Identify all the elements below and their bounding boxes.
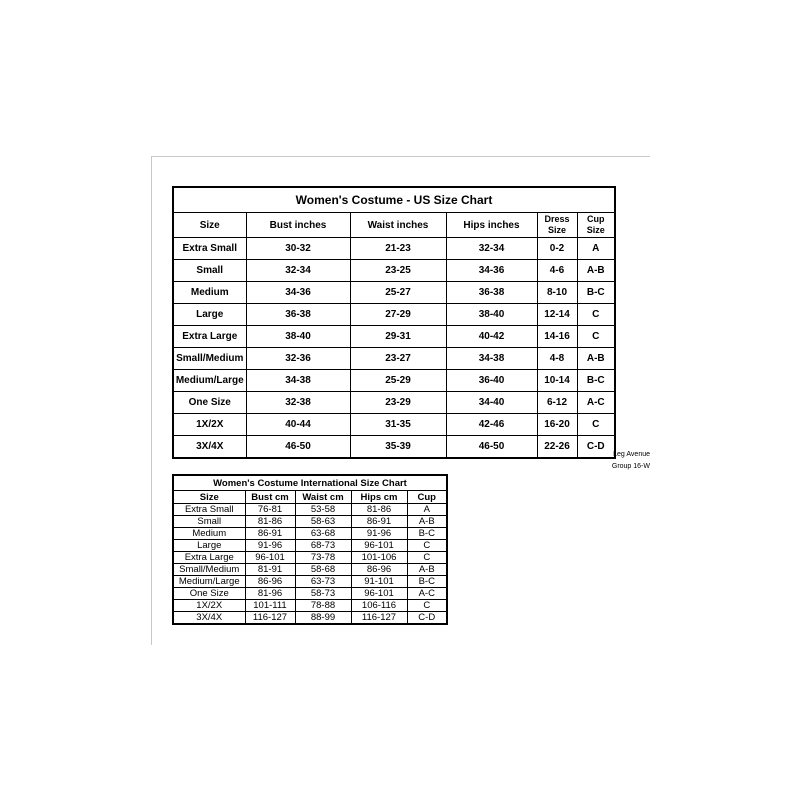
us-cell-size: 1X/2X xyxy=(173,414,246,436)
intl-cell-cup: A-B xyxy=(407,516,447,528)
intl-header-waist: Waist cm xyxy=(295,491,351,504)
frame-left-line xyxy=(151,156,152,645)
us-cell-cup: A xyxy=(577,238,615,260)
intl-cell-size: Small/Medium xyxy=(173,564,245,576)
us-cell-dress: 4-8 xyxy=(537,348,577,370)
intl-cell-cup: A-C xyxy=(407,588,447,600)
us-cell-hips: 36-40 xyxy=(446,370,537,392)
intl-cell-waist: 78-88 xyxy=(295,600,351,612)
us-cell-bust: 38-40 xyxy=(246,326,350,348)
intl-cell-hips: 101-106 xyxy=(351,552,407,564)
us-cell-dress: 14-16 xyxy=(537,326,577,348)
us-cell-waist: 23-29 xyxy=(350,392,446,414)
intl-cell-waist: 53-58 xyxy=(295,504,351,516)
intl-cell-hips: 86-91 xyxy=(351,516,407,528)
us-cell-cup: C xyxy=(577,326,615,348)
us-cell-waist: 25-27 xyxy=(350,282,446,304)
us-cell-size: Small xyxy=(173,260,246,282)
international-size-chart-table xyxy=(172,474,448,625)
us-cell-size: Small/Medium xyxy=(173,348,246,370)
us-cell-hips: 40-42 xyxy=(446,326,537,348)
us-cell-size: 3X/4X xyxy=(173,436,246,459)
intl-cell-hips: 91-96 xyxy=(351,528,407,540)
us-chart-title-row xyxy=(173,187,615,213)
group-note: Group 16-W xyxy=(611,463,650,470)
us-cell-dress: 6-12 xyxy=(537,392,577,414)
intl-cell-waist: 63-68 xyxy=(295,528,351,540)
us-chart-title: Women's Costume - US Size Chart xyxy=(173,187,615,213)
us-header-waist: Waist inches xyxy=(350,213,446,238)
intl-header-hips: Hips cm xyxy=(351,491,407,504)
intl-table-row xyxy=(173,564,447,576)
intl-cell-bust: 96-101 xyxy=(245,552,295,564)
intl-cell-waist: 63-73 xyxy=(295,576,351,588)
intl-cell-hips: 96-101 xyxy=(351,588,407,600)
us-cell-dress: 4-6 xyxy=(537,260,577,282)
us-cell-waist: 35-39 xyxy=(350,436,446,459)
us-cell-bust: 40-44 xyxy=(246,414,350,436)
intl-table-row xyxy=(173,504,447,516)
us-cell-waist: 27-29 xyxy=(350,304,446,326)
intl-cell-hips: 116-127 xyxy=(351,612,407,625)
intl-cell-waist: 68-73 xyxy=(295,540,351,552)
intl-table-row xyxy=(173,528,447,540)
intl-cell-hips: 96-101 xyxy=(351,540,407,552)
us-table-row xyxy=(173,238,615,260)
intl-cell-bust: 76-81 xyxy=(245,504,295,516)
intl-table-row xyxy=(173,552,447,564)
us-cell-cup: A-B xyxy=(577,260,615,282)
us-cell-bust: 34-36 xyxy=(246,282,350,304)
us-cell-bust: 36-38 xyxy=(246,304,350,326)
us-header-size: Size xyxy=(173,213,246,238)
us-cell-bust: 32-36 xyxy=(246,348,350,370)
intl-cell-bust: 81-86 xyxy=(245,516,295,528)
us-cell-dress: 10-14 xyxy=(537,370,577,392)
us-cell-bust: 32-34 xyxy=(246,260,350,282)
intl-cell-size: Extra Small xyxy=(173,504,245,516)
intl-cell-waist: 58-63 xyxy=(295,516,351,528)
intl-header-bust: Bust cm xyxy=(245,491,295,504)
us-header-hips: Hips inches xyxy=(446,213,537,238)
intl-cell-size: Large xyxy=(173,540,245,552)
us-cell-bust: 32-38 xyxy=(246,392,350,414)
us-cell-hips: 42-46 xyxy=(446,414,537,436)
us-cell-hips: 34-38 xyxy=(446,348,537,370)
us-table-row xyxy=(173,414,615,436)
intl-cell-size: 1X/2X xyxy=(173,600,245,612)
us-cell-cup: B-C xyxy=(577,370,615,392)
us-table-row xyxy=(173,326,615,348)
intl-table-row xyxy=(173,516,447,528)
us-cell-size: One Size xyxy=(173,392,246,414)
intl-header-cup: Cup xyxy=(407,491,447,504)
intl-cell-cup: C-D xyxy=(407,612,447,625)
intl-cell-bust: 81-91 xyxy=(245,564,295,576)
intl-cell-cup: C xyxy=(407,600,447,612)
us-cell-cup: C xyxy=(577,304,615,326)
intl-cell-bust: 116-127 xyxy=(245,612,295,625)
intl-cell-bust: 101-111 xyxy=(245,600,295,612)
intl-cell-size: One Size xyxy=(173,588,245,600)
us-cell-waist: 23-25 xyxy=(350,260,446,282)
us-cell-size: Extra Small xyxy=(173,238,246,260)
intl-table-row xyxy=(173,600,447,612)
intl-cell-size: 3X/4X xyxy=(173,612,245,625)
intl-cell-hips: 91-101 xyxy=(351,576,407,588)
intl-cell-cup: A xyxy=(407,504,447,516)
us-cell-waist: 29-31 xyxy=(350,326,446,348)
us-cell-bust: 46-50 xyxy=(246,436,350,459)
us-cell-dress: 22-26 xyxy=(537,436,577,459)
intl-header-size: Size xyxy=(173,491,245,504)
us-cell-cup: A-C xyxy=(577,392,615,414)
brand-note: Leg Avenue xyxy=(613,451,650,458)
intl-cell-bust: 86-91 xyxy=(245,528,295,540)
intl-cell-cup: B-C xyxy=(407,528,447,540)
us-cell-cup: B-C xyxy=(577,282,615,304)
us-table-row xyxy=(173,348,615,370)
us-table-row xyxy=(173,260,615,282)
intl-cell-hips: 106-116 xyxy=(351,600,407,612)
us-table-row xyxy=(173,370,615,392)
intl-cell-cup: B-C xyxy=(407,576,447,588)
intl-cell-waist: 73-78 xyxy=(295,552,351,564)
us-cell-size: Medium xyxy=(173,282,246,304)
us-cell-dress: 16-20 xyxy=(537,414,577,436)
intl-chart-title: Women's Costume International Size Chart xyxy=(173,475,447,491)
intl-chart-header-row xyxy=(173,491,447,504)
us-cell-hips: 32-34 xyxy=(446,238,537,260)
intl-cell-bust: 91-96 xyxy=(245,540,295,552)
us-cell-hips: 38-40 xyxy=(446,304,537,326)
intl-cell-cup: A-B xyxy=(407,564,447,576)
us-cell-waist: 23-27 xyxy=(350,348,446,370)
intl-cell-hips: 86-96 xyxy=(351,564,407,576)
intl-table-row xyxy=(173,540,447,552)
us-cell-dress: 0-2 xyxy=(537,238,577,260)
us-cell-size: Extra Large xyxy=(173,326,246,348)
us-cell-hips: 34-40 xyxy=(446,392,537,414)
us-cell-hips: 46-50 xyxy=(446,436,537,459)
us-cell-cup: C xyxy=(577,414,615,436)
intl-table-row xyxy=(173,588,447,600)
intl-cell-bust: 86-96 xyxy=(245,576,295,588)
intl-cell-waist: 58-68 xyxy=(295,564,351,576)
intl-cell-size: Medium xyxy=(173,528,245,540)
intl-chart-title-row xyxy=(173,475,447,491)
us-cell-dress: 8-10 xyxy=(537,282,577,304)
intl-cell-bust: 81-96 xyxy=(245,588,295,600)
us-table-row xyxy=(173,436,615,459)
us-cell-hips: 34-36 xyxy=(446,260,537,282)
intl-cell-waist: 88-99 xyxy=(295,612,351,625)
us-cell-bust: 34-38 xyxy=(246,370,350,392)
us-header-cup-size: Cup Size xyxy=(577,213,615,238)
us-cell-waist: 21-23 xyxy=(350,238,446,260)
frame-top-line xyxy=(151,156,650,157)
us-cell-cup: A-B xyxy=(577,348,615,370)
intl-cell-size: Medium/Large xyxy=(173,576,245,588)
intl-cell-hips: 81-86 xyxy=(351,504,407,516)
us-table-row xyxy=(173,282,615,304)
us-header-bust: Bust inches xyxy=(246,213,350,238)
us-chart-header-row xyxy=(173,213,615,238)
intl-cell-cup: C xyxy=(407,540,447,552)
intl-cell-size: Extra Large xyxy=(173,552,245,564)
us-cell-cup: C-D xyxy=(577,436,615,459)
intl-cell-waist: 58-73 xyxy=(295,588,351,600)
us-cell-bust: 30-32 xyxy=(246,238,350,260)
us-cell-size: Large xyxy=(173,304,246,326)
us-cell-size: Medium/Large xyxy=(173,370,246,392)
us-size-chart-table xyxy=(172,186,616,459)
intl-table-row xyxy=(173,612,447,625)
us-table-row xyxy=(173,304,615,326)
intl-table-row xyxy=(173,576,447,588)
us-cell-waist: 31-35 xyxy=(350,414,446,436)
intl-cell-cup: C xyxy=(407,552,447,564)
us-cell-waist: 25-29 xyxy=(350,370,446,392)
us-cell-dress: 12-14 xyxy=(537,304,577,326)
intl-cell-size: Small xyxy=(173,516,245,528)
us-table-row xyxy=(173,392,615,414)
us-cell-hips: 36-38 xyxy=(446,282,537,304)
us-header-dress-size: Dress Size xyxy=(537,213,577,238)
